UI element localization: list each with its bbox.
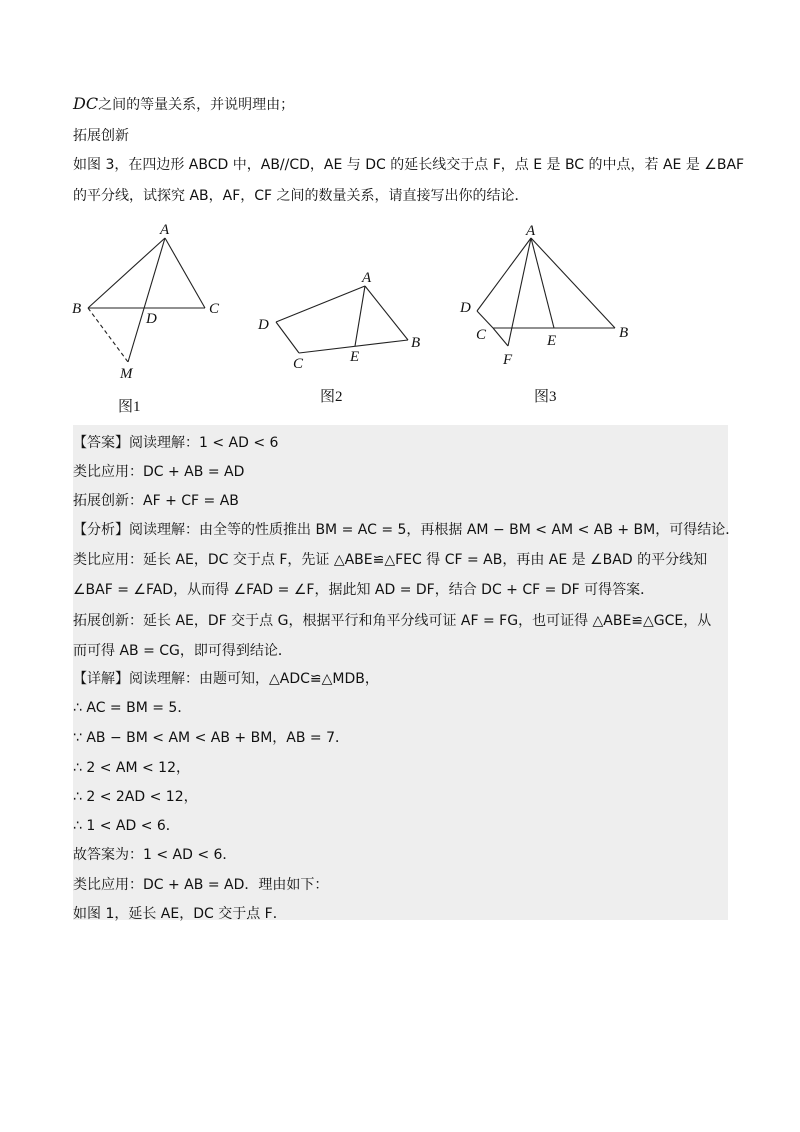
question-line-1-math: DC bbox=[73, 94, 99, 113]
fig1-segment-AM bbox=[128, 238, 165, 362]
figure-2 bbox=[250, 262, 435, 382]
fig3-label-B: B bbox=[619, 325, 629, 341]
fig3-label-A: A bbox=[526, 223, 536, 239]
fig1-label-M: M bbox=[120, 366, 133, 382]
fig3-segment-CF bbox=[493, 328, 508, 346]
fig1-label-D: D bbox=[146, 311, 157, 327]
fig1-label-C: C bbox=[209, 301, 220, 317]
fig1-label-A: A bbox=[160, 222, 170, 238]
detail-line-5: ∴ 2 < 2AD < 12， bbox=[73, 789, 198, 805]
analysis-line-1: 【分析】阅读理解：由全等的性质推出 BM = AC = 5，再根据 AM − BM < AM < AB + BM，可得结论． bbox=[73, 522, 740, 538]
fig2-segment-DA bbox=[276, 286, 365, 322]
fig2-segment-CD bbox=[276, 322, 299, 353]
fig2-label-C: C bbox=[293, 356, 304, 372]
answer-line-1: 【答案】阅读理解：1 < AD < 6 bbox=[73, 435, 279, 451]
figure-3 bbox=[450, 218, 640, 373]
question-line-1-text: 之间的等量关系，并说明理由； bbox=[98, 97, 295, 113]
analysis-line-4: 拓展创新：延长 AE，DF 交于点 G，根据平行和角平分线可证 AF = FG，也可证得 △ABE≌△GCE，从 bbox=[73, 613, 712, 629]
figure-1-caption: 图1 bbox=[118, 399, 141, 415]
fig2-label-A: A bbox=[362, 270, 372, 286]
question-line-1 bbox=[73, 94, 294, 115]
analysis-line-5: 而可得 AB = CG，即可得到结论． bbox=[73, 643, 292, 659]
answer-line-2: 类比应用：DC + AB = AD bbox=[73, 464, 245, 480]
figure-1 bbox=[60, 220, 240, 395]
fig2-segment-AE bbox=[355, 286, 365, 346]
detail-line-4: ∴ 2 < AM < 12， bbox=[73, 760, 190, 776]
question-line-3: 如图 3，在四边形 ABCD 中，AB//CD，AE 与 DC 的延长线交于点 F，点 E 是 BC 的中点，若 AE 是 ∠BAF bbox=[73, 157, 745, 173]
detail-line-6: ∴ 1 < AD < 6． bbox=[73, 818, 180, 834]
fig3-label-F: F bbox=[503, 352, 513, 368]
analysis-line-2: 类比应用：延长 AE，DC 交于点 F，先证 △ABE≌△FEC 得 CF = AB，再由 AE 是 ∠BAD 的平分线知 bbox=[73, 552, 708, 568]
detail-line-1: 【详解】阅读理解：由题可知，△ADC≌△MDB， bbox=[73, 671, 379, 687]
fig2-label-B: B bbox=[411, 335, 421, 351]
fig3-segment-AE bbox=[531, 238, 554, 328]
fig1-segment-AB bbox=[88, 238, 165, 308]
analysis-line-3: ∠BAF = ∠FAD，从而得 ∠FAD = ∠F，据此知 AD = DF，结合 DC + CF = DF 可得答案． bbox=[73, 582, 655, 598]
fig2-label-E: E bbox=[350, 349, 360, 365]
question-line-4: 的平分线，试探究 AB，AF，CF 之间的数量关系，请直接写出你的结论． bbox=[73, 188, 529, 204]
detail-line-2: ∴ AC = BM = 5． bbox=[73, 700, 192, 716]
section-extension-title: 拓展创新 bbox=[73, 128, 129, 144]
fig3-label-E: E bbox=[547, 333, 557, 349]
detail-line-8: 类比应用：DC + AB = AD．理由如下： bbox=[73, 877, 329, 893]
detail-line-3: ∵ AB − BM < AM < AB + BM，AB = 7． bbox=[73, 730, 349, 746]
fig3-segment-DC bbox=[477, 311, 493, 328]
fig1-segment-BM-dashed bbox=[88, 308, 128, 362]
figure-3-caption: 图3 bbox=[534, 389, 557, 405]
detail-line-9: 如图 1，延长 AE，DC 交于点 F． bbox=[73, 906, 287, 922]
fig3-segment-AB bbox=[531, 238, 615, 328]
fig3-label-D: D bbox=[460, 300, 471, 316]
figure-2-caption: 图2 bbox=[320, 389, 343, 405]
fig1-segment-AC bbox=[165, 238, 205, 308]
answer-line-3: 拓展创新：AF + CF = AB bbox=[73, 493, 239, 509]
fig3-label-C: C bbox=[476, 327, 487, 343]
fig2-label-D: D bbox=[258, 317, 269, 333]
fig1-label-B: B bbox=[72, 301, 82, 317]
detail-line-7: 故答案为：1 < AD < 6． bbox=[73, 847, 237, 863]
fig2-segment-AB bbox=[365, 286, 408, 340]
